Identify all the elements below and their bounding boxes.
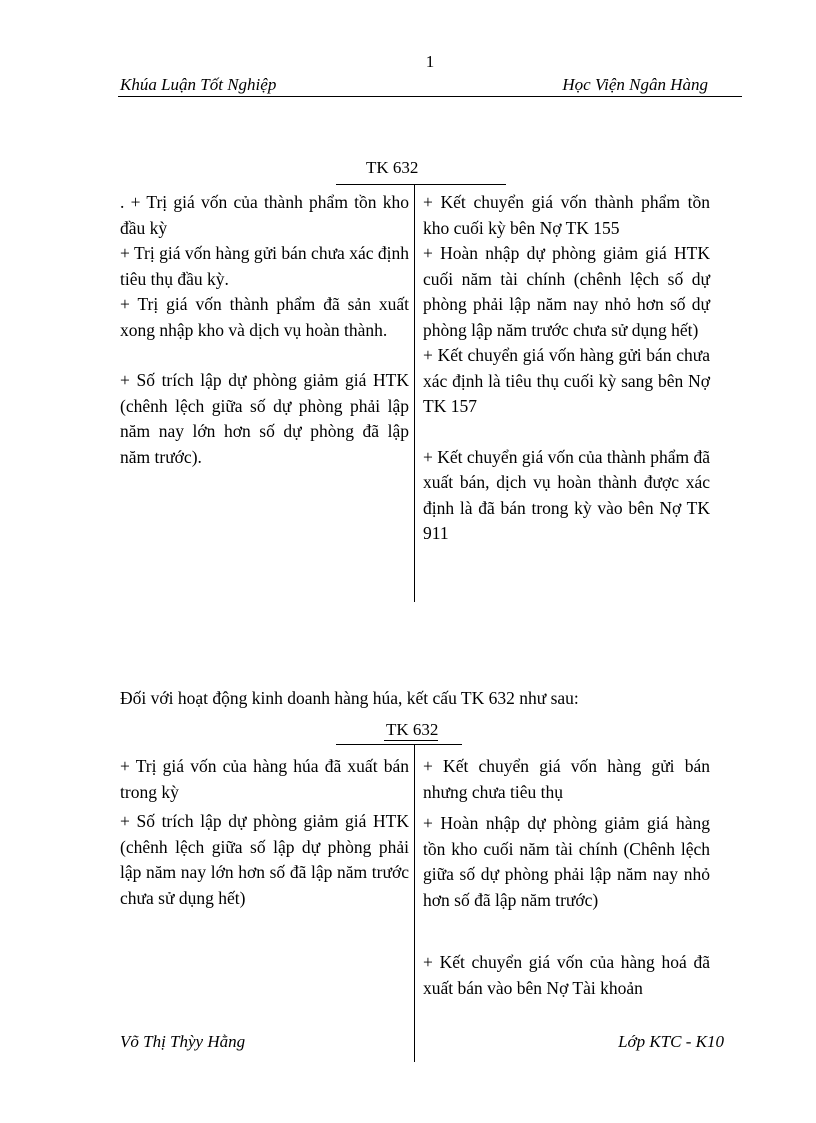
t-account-2-title: TK 632 — [386, 720, 439, 739]
footer-class: Lớp KTC - K10 — [618, 1032, 724, 1051]
t-account-2-credit-entry: + Kết chuyển giá vốn của hàng hoá đã xuất bán vào bên Nợ Tài khoản — [423, 952, 710, 998]
t-account-1-debit-entry: + Trị giá vốn hàng gửi bán chưa xác định tiêu thụ đầu kỳ. — [120, 243, 409, 289]
t-account-2-credit-entry: + Kết chuyển giá vốn hàng gửi bán nhưng chưa tiêu thụ — [423, 756, 710, 802]
header-thesis-title: Khúa Luận Tốt Nghiệp — [120, 75, 277, 94]
t-account-1-debit-entry: + Trị giá vốn thành phẩm đã sản xuất xong nhập kho và dịch vụ hoàn thành. — [120, 294, 409, 340]
t-account-2-divider — [414, 744, 415, 1062]
t-account-2-title-underline — [384, 740, 438, 741]
t-account-1-credit-column — [423, 190, 710, 547]
t-account-1-divider — [414, 184, 415, 602]
intro-paragraph: Đối với hoạt động kinh doanh hàng húa, kết cấu TK 632 như sau: — [120, 688, 579, 708]
header-rule — [118, 96, 742, 97]
t-account-1-credit-entry: + Hoàn nhập dự phòng giảm giá HTK cuối năm tài chính (chênh lệch số dự phòng phải lập năm nay nhỏ hơn số dự phòng lập năm trước chưa sử dụng hết) — [423, 243, 710, 340]
t-account-2-debit-entry: + Số trích lập dự phòng giảm giá HTK (chênh lệch giữa số lập dự phòng phải lập năm nay lớn hơn số đã lập năm trước chưa sử dụng hết) — [120, 811, 409, 908]
t-account-2-debit-entry: + Trị giá vốn của hàng húa đã xuất bán trong kỳ — [120, 756, 409, 802]
t-account-1-top-rule — [336, 184, 506, 185]
t-account-2-credit-entry: + Hoàn nhập dự phòng giảm giá hàng tồn kho cuối năm tài chính (Chênh lệch giữa số dự phòng phải lập năm nay nhỏ hơn số đã lập năm trước) — [423, 813, 710, 910]
t-account-1-title: TK 632 — [366, 158, 419, 177]
t-account-2-credit-column — [423, 754, 710, 1001]
t-account-1-credit-entry: + Kết chuyển giá vốn thành phẩm tồn kho cuối kỳ bên Nợ TK 155 — [423, 192, 710, 238]
page-number: 1 — [425, 52, 435, 71]
header-institution: Học Viện Ngân Hàng — [562, 75, 708, 94]
t-account-2-top-rule — [336, 744, 462, 745]
footer-author: Võ Thị Thỳy Hằng — [120, 1032, 246, 1051]
t-account-1-credit-entry: + Kết chuyển giá vốn hàng gửi bán chưa xác định là tiêu thụ cuối kỳ sang bên Nợ TK 157 — [423, 345, 710, 416]
t-account-1-credit-entry: + Kết chuyển giá vốn của thành phẩm đã xuất bán, dịch vụ hoàn thành được xác định là đã bán trong kỳ vào bên Nợ TK 911 — [423, 446, 710, 543]
t-account-2-debit-column — [120, 754, 409, 911]
t-account-1-debit-entry: . + Trị giá vốn của thành phẩm tồn kho đầu kỳ — [120, 192, 409, 238]
t-account-1-debit-column — [120, 190, 409, 470]
t-account-1-debit-entry: + Số trích lập dự phòng giảm giá HTK (chênh lệch giữa số dự phòng phải lập năm nay lớn hơn số dự phòng đã lập năm trước). — [120, 370, 409, 467]
